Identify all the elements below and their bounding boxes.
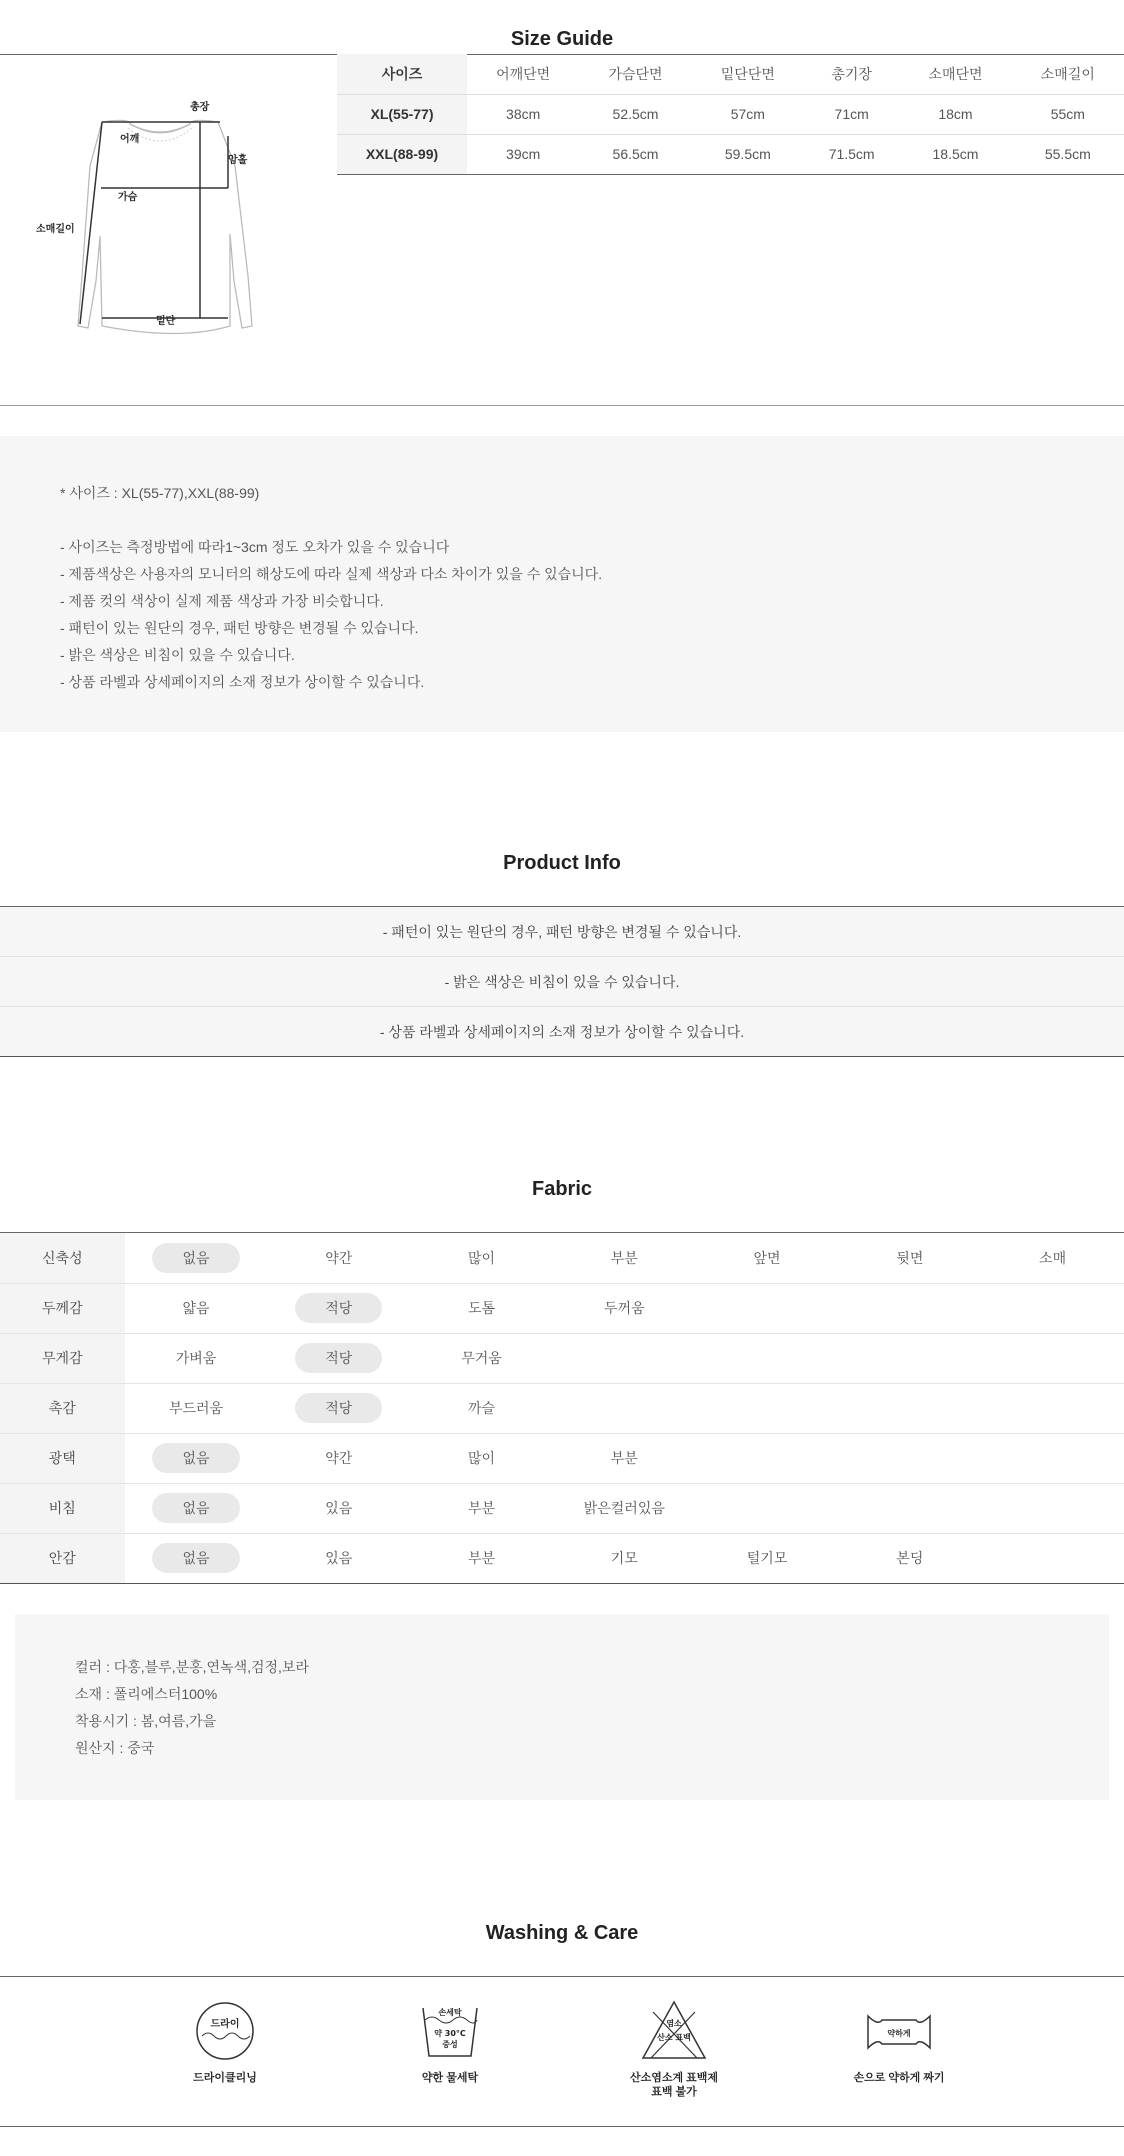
fabric-option: 부분 [610, 1450, 638, 1466]
garment-diagram [30, 96, 290, 416]
note-line: - 사이즈는 측정방법에 따라1~3cm 정도 오차가 있을 수 있습니다 [60, 539, 450, 555]
fabric-cell [267, 1533, 410, 1583]
care-title: Washing & Care [485, 1922, 639, 1944]
spec-season: 착용시기 : 봄,여름,가을 [75, 1713, 217, 1729]
fabric-option: 약간 [325, 1450, 353, 1466]
fabric-attribute-label: 광택 [0, 1433, 125, 1483]
product-info-list [0, 907, 1124, 1057]
fabric-option: 털기모 [746, 1550, 788, 1566]
care-label-2: 표백 불가 [651, 2086, 697, 2098]
note-line: - 제품색상은 사용자의 모니터의 해상도에 따라 실제 색상과 다소 차이가 있을 수 있습니다. [60, 566, 603, 582]
fabric-cell [553, 1433, 696, 1483]
care-label: 손으로 약하게 짜기 [853, 2072, 945, 2084]
icon-text: 약하게 [887, 2029, 911, 2038]
care-item-gentle-wring [824, 1998, 974, 2085]
table-row [337, 134, 1124, 174]
table-cell: 55cm [1012, 94, 1124, 134]
size-table-header [337, 54, 1124, 94]
diagram-label-shoulder: 어깨 [120, 134, 140, 145]
fabric-cell [696, 1283, 839, 1333]
diagram-label-hem: 밑단 [156, 316, 176, 327]
icon-text: 염소 [666, 2019, 682, 2028]
col-header: 밑단단면 [692, 54, 804, 94]
fabric-attribute-label: 비침 [0, 1483, 125, 1533]
fabric-option-selected: 없음 [152, 1243, 239, 1273]
fabric-table [0, 1233, 1124, 1584]
fabric-cell [267, 1333, 410, 1383]
col-header: 소매길이 [1012, 54, 1124, 94]
size-list: * 사이즈 : XL(55-77),XXL(88-99) [60, 485, 260, 501]
table-cell: 57cm [692, 94, 804, 134]
fabric-row [0, 1383, 1124, 1433]
spec-material: 소재 : 폴리에스터100% [75, 1686, 218, 1702]
care-item-dry-clean [150, 1998, 300, 2085]
size-table [337, 54, 1124, 175]
icon-text: 약 30°C [434, 2029, 466, 2038]
care-label: 산소염소계 표백제 [629, 2072, 719, 2084]
fabric-cell [553, 1533, 696, 1583]
fabric-cell [267, 1383, 410, 1433]
fabric-option: 얇음 [182, 1300, 210, 1316]
fabric-option: 뒷면 [896, 1249, 924, 1266]
col-header: 소매단면 [899, 54, 1011, 94]
fabric-option: 부분 [468, 1550, 496, 1566]
fabric-cell [696, 1533, 839, 1583]
fabric-row [0, 1483, 1124, 1533]
fabric-option: 부분 [468, 1500, 496, 1516]
fabric-cell [125, 1533, 268, 1583]
fabric-cell [410, 1433, 553, 1483]
fabric-cell [267, 1433, 410, 1483]
table-cell: 71cm [804, 94, 899, 134]
fabric-cell [267, 1283, 410, 1333]
care-section [0, 1980, 1124, 2127]
fabric-option: 기모 [610, 1550, 638, 1566]
fabric-cell [838, 1483, 981, 1533]
fabric-cell [838, 1283, 981, 1333]
fabric-cell [981, 1283, 1124, 1333]
fabric-cell [410, 1283, 553, 1333]
fabric-cell [553, 1333, 696, 1383]
fabric-title: Fabric [531, 1178, 593, 1200]
fabric-cell [125, 1433, 268, 1483]
table-cell: 38cm [467, 94, 579, 134]
col-header: 어깨단면 [467, 54, 579, 94]
fabric-option-selected: 없음 [152, 1493, 239, 1523]
diagram-label-sleeve: 소매길이 [36, 224, 75, 235]
fabric-option: 약간 [325, 1249, 353, 1266]
fabric-attribute-label: 무게감 [0, 1333, 125, 1383]
col-header: 사이즈 [337, 54, 467, 94]
fabric-attribute-label: 신축성 [0, 1233, 125, 1283]
care-label: 약한 물세탁 [421, 2072, 479, 2084]
divider [0, 2126, 1124, 2127]
fabric-cell [125, 1483, 268, 1533]
fabric-cell [125, 1283, 268, 1333]
fabric-cell [267, 1233, 410, 1283]
divider [0, 405, 1124, 406]
hand-wash-icon [415, 1998, 485, 2064]
fabric-cell [410, 1483, 553, 1533]
note-line: - 밝은 색상은 비침이 있을 수 있습니다. [60, 647, 295, 663]
size-notes [0, 436, 1124, 732]
diagram-label-armhole: 암홀 [228, 155, 248, 166]
fabric-cell [696, 1483, 839, 1533]
fabric-cell [553, 1283, 696, 1333]
fabric-attribute-label: 두께감 [0, 1283, 125, 1333]
dry-clean-icon [190, 1998, 260, 2064]
fabric-option: 있음 [325, 1550, 353, 1566]
fabric-attribute-label: 촉감 [0, 1383, 125, 1433]
product-spec-box [15, 1614, 1109, 1800]
table-cell: 18cm [899, 94, 1011, 134]
fabric-option: 소매 [1039, 1249, 1067, 1266]
table-cell: 55.5cm [1012, 134, 1124, 174]
fabric-cell [410, 1533, 553, 1583]
col-header: 총기장 [804, 54, 899, 94]
fabric-option: 많이 [468, 1450, 496, 1466]
fabric-option-selected: 적당 [295, 1393, 382, 1423]
fabric-row [0, 1433, 1124, 1483]
fabric-cell [838, 1433, 981, 1483]
fabric-cell [838, 1233, 981, 1283]
fabric-cell [981, 1483, 1124, 1533]
fabric-cell [125, 1233, 268, 1283]
fabric-option: 무거움 [461, 1350, 502, 1366]
fabric-cell [981, 1383, 1124, 1433]
table-row [337, 94, 1124, 134]
spec-origin: 원산지 : 중국 [75, 1740, 155, 1756]
fabric-cell [838, 1333, 981, 1383]
fabric-cell [696, 1383, 839, 1433]
fabric-option: 까슬 [468, 1400, 496, 1416]
care-item-hand-wash [375, 1998, 525, 2085]
table-cell: 52.5cm [579, 94, 691, 134]
table-cell: 18.5cm [899, 134, 1011, 174]
fabric-row [0, 1333, 1124, 1383]
fabric-cell [125, 1333, 268, 1383]
icon-text: 중성 [442, 2040, 458, 2049]
fabric-cell [553, 1483, 696, 1533]
fabric-option-selected: 적당 [295, 1293, 382, 1323]
fabric-option: 많이 [468, 1249, 496, 1266]
fabric-option: 본딩 [896, 1550, 924, 1566]
list-item: - 상품 라벨과 상세페이지의 소재 정보가 상이할 수 있습니다. [0, 1007, 1124, 1057]
size-guide-section [0, 54, 1124, 406]
fabric-option-selected: 없음 [152, 1443, 239, 1473]
fabric-cell [696, 1433, 839, 1483]
fabric-option-selected: 적당 [295, 1343, 382, 1373]
fabric-cell [981, 1433, 1124, 1483]
icon-text: 드라이 [210, 2019, 240, 2030]
list-item: - 패턴이 있는 원단의 경우, 패턴 방향은 변경될 수 있습니다. [0, 907, 1124, 957]
note-line: - 패턴이 있는 원단의 경우, 패턴 방향은 변경될 수 있습니다. [60, 620, 419, 636]
fabric-option: 부드러움 [168, 1400, 224, 1416]
size-guide-title: Size Guide [510, 28, 614, 50]
table-cell: 56.5cm [579, 134, 691, 174]
fabric-option-selected: 없음 [152, 1543, 239, 1573]
fabric-option: 밝은컬러있음 [583, 1500, 665, 1516]
diagram-label-chest: 가슴 [118, 192, 138, 203]
fabric-row [0, 1533, 1124, 1583]
icon-text: 손세탁 [438, 2008, 462, 2017]
fabric-cell [410, 1233, 553, 1283]
fabric-cell [838, 1533, 981, 1583]
no-bleach-icon [639, 1998, 709, 2064]
fabric-row [0, 1233, 1124, 1283]
fabric-cell [125, 1383, 268, 1433]
fabric-cell [267, 1483, 410, 1533]
fabric-row [0, 1283, 1124, 1333]
list-item: - 밝은 색상은 비침이 있을 수 있습니다. [0, 957, 1124, 1007]
fabric-option: 도톰 [468, 1300, 496, 1316]
fabric-cell [981, 1233, 1124, 1283]
care-label: 드라이클리닝 [193, 2072, 257, 2084]
note-line: - 상품 라벨과 상세페이지의 소재 정보가 상이할 수 있습니다. [60, 674, 425, 690]
col-header: 가슴단면 [579, 54, 691, 94]
fabric-option: 가벼움 [175, 1350, 217, 1366]
spec-color: 컬러 : 다홍,블루,분홍,연녹색,검정,보라 [75, 1659, 309, 1675]
fabric-option: 있음 [325, 1500, 353, 1516]
fabric-cell [696, 1333, 839, 1383]
fabric-cell [696, 1233, 839, 1283]
divider [0, 1976, 1124, 1977]
fabric-cell [410, 1333, 553, 1383]
product-info-title: Product Info [503, 852, 621, 874]
fabric-attribute-label: 안감 [0, 1533, 125, 1583]
note-line: - 제품 컷의 색상이 실제 제품 색상과 가장 비슷합니다. [60, 593, 384, 609]
icon-text: 산소 표백 [657, 2033, 691, 2042]
size-name: XXL(88-99) [337, 134, 467, 174]
fabric-cell [553, 1383, 696, 1433]
fabric-cell [410, 1383, 553, 1433]
fabric-option: 앞면 [753, 1249, 781, 1266]
fabric-option: 두꺼움 [604, 1300, 645, 1316]
fabric-cell [981, 1333, 1124, 1383]
diagram-label-length: 총장 [190, 102, 210, 113]
fabric-option: 부분 [610, 1249, 638, 1266]
care-item-no-bleach [599, 1998, 749, 2099]
size-name: XL(55-77) [337, 94, 467, 134]
fabric-cell [838, 1383, 981, 1433]
gentle-wring-icon [864, 1998, 934, 2064]
table-cell: 39cm [467, 134, 579, 174]
table-cell: 59.5cm [692, 134, 804, 174]
fabric-cell [981, 1533, 1124, 1583]
fabric-cell [553, 1233, 696, 1283]
table-cell: 71.5cm [804, 134, 899, 174]
